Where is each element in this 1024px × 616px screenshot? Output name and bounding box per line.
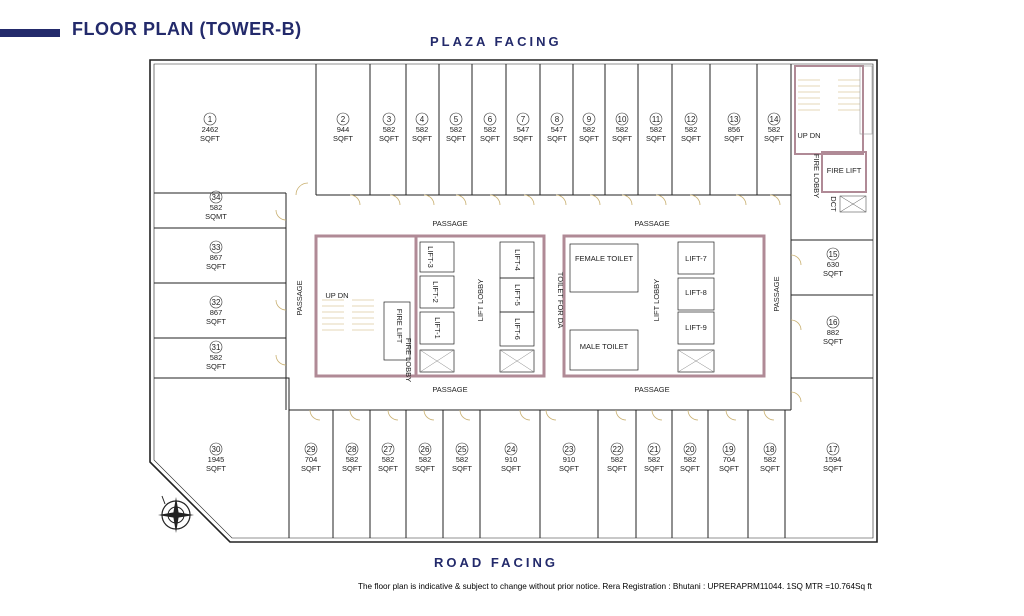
unit-measure-16: SQFT bbox=[823, 337, 843, 346]
unit-area-33: 867 bbox=[209, 253, 223, 262]
unit-area-18: 582 bbox=[763, 455, 777, 464]
unit-measure-20: SQFT bbox=[680, 464, 700, 473]
unit-area-10: 582 bbox=[615, 125, 629, 134]
lift-5-label: LIFT-5 bbox=[513, 284, 522, 306]
unit-number-19: 19 bbox=[724, 445, 734, 454]
unit-area-11: 582 bbox=[649, 125, 663, 134]
unit-area-15: 630 bbox=[826, 260, 840, 269]
unit-number-4: 4 bbox=[419, 115, 425, 124]
unit-measure-18: SQFT bbox=[760, 464, 780, 473]
fire-lift-top-label: FIRE LIFT bbox=[826, 166, 862, 175]
unit-area-34: 582 bbox=[209, 203, 223, 212]
unit-measure-4: SQFT bbox=[412, 134, 432, 143]
unit-measure-21: SQFT bbox=[644, 464, 664, 473]
male-toilet-label: MALE TOILET bbox=[579, 342, 629, 351]
unit-area-25: 582 bbox=[455, 455, 469, 464]
unit-area-23: 910 bbox=[562, 455, 576, 464]
unit-number-11: 11 bbox=[651, 115, 661, 124]
unit-area-14: 582 bbox=[767, 125, 781, 134]
unit-measure-28: SQFT bbox=[342, 464, 362, 473]
disclaimer-note: The floor plan is indicative & subject to change without prior notice. Rera Registration : Bhutani : UPRERAPRM11044. 1SQ MTR =10.764Sq ft bbox=[358, 582, 872, 591]
unit-number-32: 32 bbox=[211, 298, 221, 307]
unit-number-10: 10 bbox=[617, 115, 627, 124]
unit-number-7: 7 bbox=[520, 115, 526, 124]
lift-lobby-label-left: LIFT LOBBY bbox=[476, 278, 485, 322]
unit-measure-12: SQFT bbox=[681, 134, 701, 143]
unit-number-26: 26 bbox=[420, 445, 430, 454]
unit-measure-33: SQFT bbox=[206, 262, 226, 271]
unit-area-12: 582 bbox=[684, 125, 698, 134]
lift-9-label: LIFT-9 bbox=[685, 323, 707, 332]
unit-measure-26: SQFT bbox=[415, 464, 435, 473]
unit-measure-30: SQFT bbox=[206, 464, 226, 473]
unit-number-14: 14 bbox=[769, 115, 779, 124]
road-facing-label: ROAD FACING bbox=[434, 555, 558, 570]
unit-area-4: 582 bbox=[415, 125, 429, 134]
unit-measure-24: SQFT bbox=[501, 464, 521, 473]
unit-area-19: 704 bbox=[722, 455, 736, 464]
lift-lobby-label-right: LIFT LOBBY bbox=[652, 278, 661, 322]
female-toilet-label: FEMALE TOILET bbox=[574, 254, 634, 263]
unit-number-29: 29 bbox=[306, 445, 316, 454]
unit-number-30: 30 bbox=[211, 445, 221, 454]
unit-number-25: 25 bbox=[457, 445, 467, 454]
lift-8-label: LIFT-8 bbox=[685, 288, 707, 297]
unit-number-8: 8 bbox=[554, 115, 560, 124]
unit-area-26: 582 bbox=[418, 455, 432, 464]
unit-number-12: 12 bbox=[686, 115, 696, 124]
unit-area-20: 582 bbox=[683, 455, 697, 464]
unit-measure-19: SQFT bbox=[719, 464, 739, 473]
unit-number-33: 33 bbox=[211, 243, 221, 252]
unit-number-2: 2 bbox=[340, 115, 346, 124]
unit-area-1: 2462 bbox=[201, 125, 219, 134]
unit-area-28: 582 bbox=[345, 455, 359, 464]
unit-number-15: 15 bbox=[828, 250, 838, 259]
unit-number-21: 21 bbox=[649, 445, 659, 454]
unit-area-30: 1945 bbox=[207, 455, 225, 464]
door-swings bbox=[276, 183, 801, 420]
toilet-for-da-label: TOILET FOR DA bbox=[556, 271, 565, 329]
lift-3-label: LIFT-3 bbox=[426, 246, 435, 268]
unit-measure-15: SQFT bbox=[823, 269, 843, 278]
passage-label-left: PASSAGE bbox=[295, 280, 304, 316]
stair-updn-top: UP DN bbox=[797, 131, 821, 140]
unit-measure-5: SQFT bbox=[446, 134, 466, 143]
unit-number-5: 5 bbox=[453, 115, 459, 124]
unit-measure-29: SQFT bbox=[301, 464, 321, 473]
unit-area-29: 704 bbox=[304, 455, 318, 464]
stair-updn-core: UP DN bbox=[325, 291, 349, 300]
unit-area-22: 582 bbox=[610, 455, 624, 464]
lift-6-label: LIFT-6 bbox=[513, 318, 522, 340]
unit-number-17: 17 bbox=[828, 445, 838, 454]
unit-number-23: 23 bbox=[564, 445, 574, 454]
lift-7-label: LIFT-7 bbox=[685, 254, 707, 263]
fire-lobby-core-label: FIRE LOBBY bbox=[404, 337, 413, 383]
unit-number-6: 6 bbox=[487, 115, 493, 124]
passage-label-top-left: PASSAGE bbox=[432, 219, 468, 228]
unit-measure-7: SQFT bbox=[513, 134, 533, 143]
lift-4-label: LIFT-4 bbox=[513, 249, 522, 271]
unit-area-13: 856 bbox=[727, 125, 741, 134]
unit-measure-27: SQFT bbox=[378, 464, 398, 473]
unit-area-24: 910 bbox=[504, 455, 518, 464]
fire-lift-core-label: FIRE LIFT bbox=[395, 308, 404, 344]
passage-label-bottom-left: PASSAGE bbox=[432, 385, 468, 394]
unit-area-3: 582 bbox=[382, 125, 396, 134]
unit-measure-32: SQFT bbox=[206, 317, 226, 326]
unit-number-13: 13 bbox=[729, 115, 739, 124]
unit-number-28: 28 bbox=[347, 445, 357, 454]
unit-measure-31: SQFT bbox=[206, 362, 226, 371]
unit-measure-17: SQFT bbox=[823, 464, 843, 473]
unit-number-1: 1 bbox=[207, 115, 213, 124]
unit-measure-22: SQFT bbox=[607, 464, 627, 473]
unit-number-9: 9 bbox=[586, 115, 592, 124]
fire-lobby-top-label: FIRE LOBBY bbox=[812, 153, 821, 199]
unit-measure-23: SQFT bbox=[559, 464, 579, 473]
unit-area-6: 582 bbox=[483, 125, 497, 134]
passage-label-bottom-right: PASSAGE bbox=[634, 385, 670, 394]
unit-number-18: 18 bbox=[765, 445, 775, 454]
lift-1-label: LIFT-1 bbox=[433, 317, 442, 339]
unit-number-22: 22 bbox=[612, 445, 622, 454]
page-title: FLOOR PLAN (TOWER-B) bbox=[72, 19, 302, 39]
unit-area-17: 1594 bbox=[824, 455, 842, 464]
unit-area-21: 582 bbox=[647, 455, 661, 464]
unit-area-16: 882 bbox=[826, 328, 840, 337]
passage-label-right: PASSAGE bbox=[772, 276, 781, 312]
unit-measure-25: SQFT bbox=[452, 464, 472, 473]
unit-measure-13: SQFT bbox=[724, 134, 744, 143]
unit-measure-8: SQFT bbox=[547, 134, 567, 143]
unit-area-2: 944 bbox=[336, 125, 350, 134]
duct-label: DCT bbox=[829, 196, 838, 212]
unit-number-16: 16 bbox=[828, 318, 838, 327]
unit-number-34: 34 bbox=[211, 193, 221, 202]
unit-area-7: 547 bbox=[516, 125, 530, 134]
lift-2-label: LIFT-2 bbox=[431, 281, 440, 303]
unit-number-20: 20 bbox=[685, 445, 695, 454]
unit-measure-6: SQFT bbox=[480, 134, 500, 143]
unit-measure-10: SQFT bbox=[612, 134, 632, 143]
unit-number-24: 24 bbox=[506, 445, 516, 454]
unit-area-31: 582 bbox=[209, 353, 223, 362]
plaza-facing-label: PLAZA FACING bbox=[430, 34, 562, 49]
unit-measure-34: SQMT bbox=[205, 212, 227, 221]
unit-measure-1: SQFT bbox=[200, 134, 220, 143]
unit-area-9: 582 bbox=[582, 125, 596, 134]
unit-area-32: 867 bbox=[209, 308, 223, 317]
shaft-crosses bbox=[420, 350, 714, 372]
unit-measure-3: SQFT bbox=[379, 134, 399, 143]
unit-measure-14: SQFT bbox=[764, 134, 784, 143]
unit-measure-2: SQFT bbox=[333, 134, 353, 143]
stair-treads-top bbox=[798, 80, 860, 110]
unit-area-27: 582 bbox=[381, 455, 395, 464]
unit-number-31: 31 bbox=[211, 343, 221, 352]
unit-measure-11: SQFT bbox=[646, 134, 666, 143]
passage-label-top-right: PASSAGE bbox=[634, 219, 670, 228]
unit-measure-9: SQFT bbox=[579, 134, 599, 143]
unit-area-8: 547 bbox=[550, 125, 564, 134]
unit-area-5: 582 bbox=[449, 125, 463, 134]
stair-treads-core bbox=[322, 300, 374, 330]
unit-number-27: 27 bbox=[383, 445, 393, 454]
unit-number-3: 3 bbox=[386, 115, 392, 124]
